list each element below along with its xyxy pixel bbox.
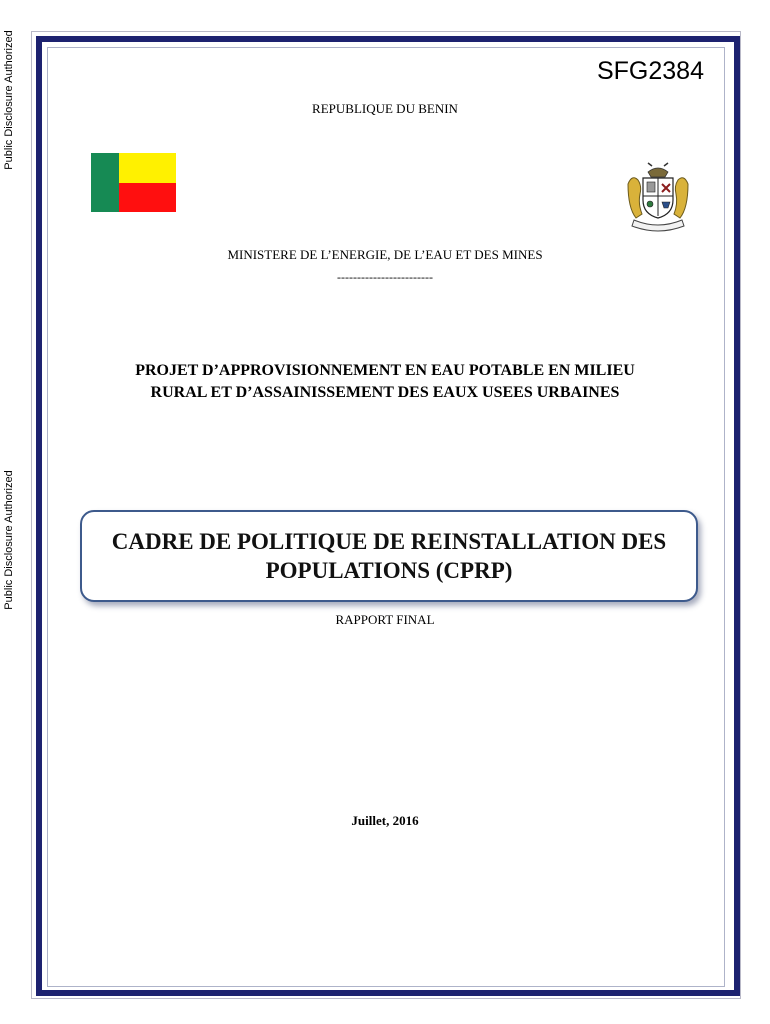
project-title: [0, 360, 770, 404]
separator-line: ------------------------: [337, 270, 433, 284]
project-title-line: RURAL ET D’ASSAINISSEMENT DES EAUX USEES URBAINES: [150, 384, 620, 401]
report-title-line: POPULATIONS (CPRP): [265, 558, 513, 583]
report-status: RAPPORT FINAL: [335, 612, 435, 627]
report-date: Juillet, 2016: [351, 813, 419, 828]
ministry-heading: MINISTERE DE L’ENERGIE, DE L’EAU ET DES MINES: [227, 247, 543, 262]
report-title-box: [80, 510, 698, 602]
document-code: SFG2384: [596, 57, 704, 85]
disclosure-label-top: Public Disclosure Authorized: [3, 30, 15, 170]
report-title-line: CADRE DE POLITIQUE DE REINSTALLATION DES: [111, 529, 667, 554]
coat-of-arms-icon: [622, 162, 694, 234]
project-title-line: PROJET D’APPROVISIONNEMENT EN EAU POTABLE EN MILIEU: [135, 362, 635, 379]
benin-flag: [91, 153, 176, 212]
disclosure-label-middle: Public Disclosure Authorized: [3, 470, 15, 610]
republic-heading: REPUBLIQUE DU BENIN: [312, 101, 458, 116]
